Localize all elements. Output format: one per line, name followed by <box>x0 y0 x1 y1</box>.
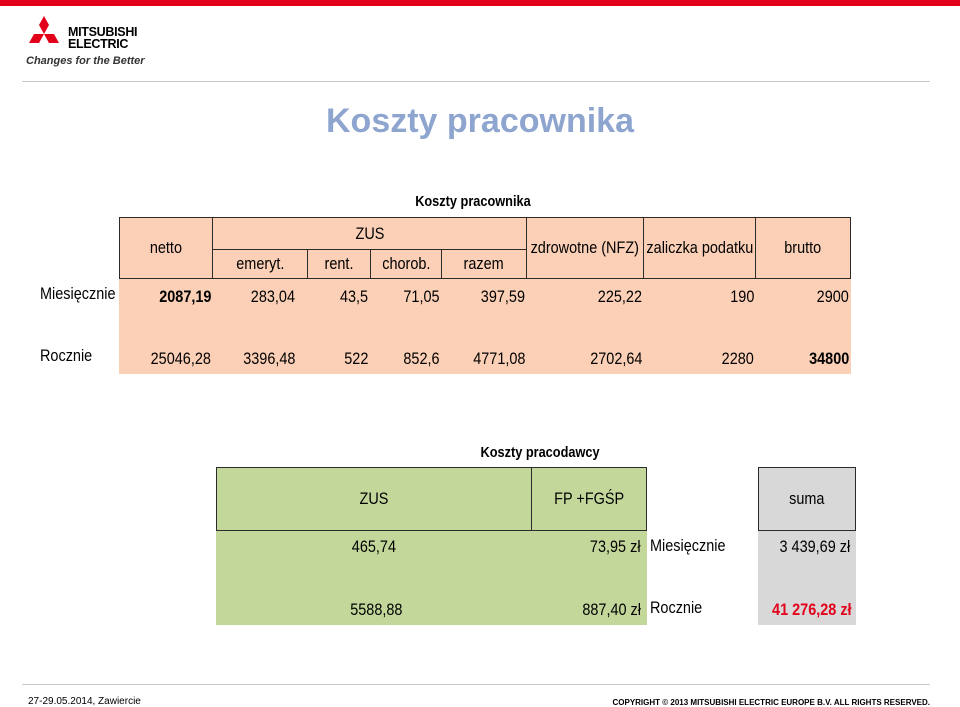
cell-razem-yearly: 4771,08 <box>472 349 525 368</box>
cell-emeryt-yearly: 3396,48 <box>242 349 295 368</box>
footer-divider <box>22 684 930 685</box>
header-netto: netto <box>119 217 213 279</box>
header-chorob: chorob. <box>370 249 442 279</box>
header-suma: suma <box>758 467 856 531</box>
header-rent: rent. <box>307 249 371 279</box>
cell-suma-yearly: 41 276,28 zł <box>772 600 852 619</box>
employer-row-label-monthly: Miesięcznie <box>650 536 726 555</box>
brand-name-line1: MITSUBISHI <box>68 25 138 39</box>
brand-name-line2: ELECTRIC <box>68 37 129 51</box>
cell-zdrowotne-yearly: 2702,64 <box>589 349 642 368</box>
cell-brutto-monthly: 2900 <box>816 287 849 306</box>
footer-copyright: COPYRIGHT © 2013 MITSUBISHI ELECTRIC EUROPE B.V. ALL RIGHTS RESERVED. <box>612 698 930 707</box>
cell-chorob-yearly: 852,6 <box>403 349 440 368</box>
cell-fp-yearly: 887,40 zł <box>582 600 641 619</box>
three-diamond-logo-icon <box>24 16 64 52</box>
cell-employer-zus-yearly: 5588,88 <box>349 600 402 619</box>
cell-zdrowotne-monthly: 225,22 <box>597 287 642 306</box>
header-zus: ZUS <box>212 217 527 250</box>
row-label-yearly: Rocznie <box>40 346 93 365</box>
cell-employer-zus-monthly: 465,74 <box>351 537 396 556</box>
header-zaliczka: zaliczka podatku <box>643 217 756 279</box>
cell-suma-monthly: 3 439,69 zł <box>779 537 850 556</box>
cell-netto-monthly: 2087,19 <box>158 287 211 306</box>
cell-zaliczka-monthly: 190 <box>729 287 754 306</box>
cell-fp-monthly: 73,95 zł <box>590 537 641 556</box>
employer-row-label-yearly: Rocznie <box>650 598 703 617</box>
cell-razem-monthly: 397,59 <box>480 287 525 306</box>
header-divider <box>22 81 930 82</box>
cell-rent-yearly: 522 <box>343 349 368 368</box>
top-accent-bar <box>0 0 960 6</box>
cell-brutto-yearly: 34800 <box>808 349 849 368</box>
employee-table-caption: Koszty pracownika <box>415 193 531 210</box>
cell-rent-monthly: 43,5 <box>339 287 368 306</box>
header-emeryt: emeryt. <box>212 249 308 279</box>
cell-zaliczka-yearly: 2280 <box>721 349 754 368</box>
cell-netto-yearly: 25046,28 <box>150 349 211 368</box>
header-razem: razem <box>441 249 527 279</box>
header-zdrowotne: zdrowotne (NFZ) <box>526 217 644 279</box>
header-brutto: brutto <box>755 217 851 279</box>
page-title: Koszty pracownika <box>326 102 634 140</box>
header-employer-zus: ZUS <box>216 467 532 531</box>
row-label-monthly: Miesięcznie <box>40 284 116 303</box>
cell-chorob-monthly: 71,05 <box>403 287 440 306</box>
company-logo <box>24 14 184 70</box>
footer-date-location: 27-29.05.2014, Zawiercie <box>28 696 141 707</box>
brand-tagline: Changes for the Better <box>26 55 145 67</box>
cell-emeryt-monthly: 283,04 <box>250 287 295 306</box>
header-fp-fgsp: FP +FGŚP <box>531 467 647 531</box>
employer-table-caption: Koszty pracodawcy <box>480 444 600 461</box>
